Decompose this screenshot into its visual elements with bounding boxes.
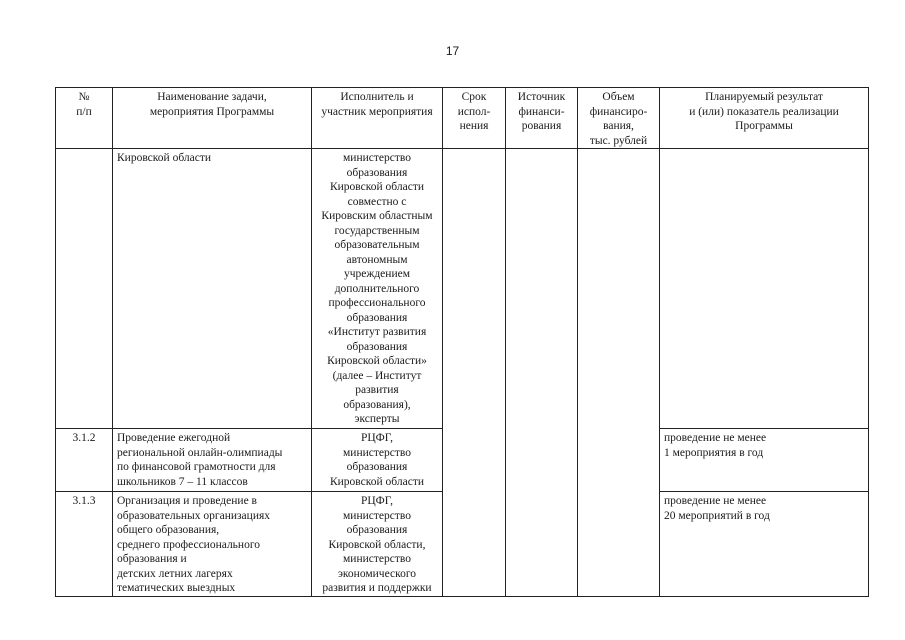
header-executor: Исполнитель и участник мероприятия: [312, 88, 443, 149]
page-number: 17: [445, 44, 460, 58]
header-task: Наименование задачи, мероприятия Программы: [113, 88, 312, 149]
row-executor: РЦФГ, министерство образования Кировской области, министерство экономического развития и поддержки: [312, 492, 443, 597]
row-num: 3.1.2: [56, 429, 113, 492]
header-volume: Объем финансиро- вания, тыс. рублей: [578, 88, 660, 149]
row-num: [56, 149, 113, 429]
row-executor: РЦФГ, министерство образования Кировской области: [312, 429, 443, 492]
header-result: Планируемый результат и (или) показатель реализации Программы: [660, 88, 869, 149]
row-result: [660, 149, 869, 429]
row-task: Проведение ежегодной региональной онлайн-олимпиады по финансовой грамотности для школьников 7 – 11 классов: [113, 429, 312, 492]
row-task: Кировской области: [113, 149, 312, 429]
row-term-merged: [443, 149, 506, 597]
header-row: [56, 88, 869, 149]
row-executor: министерство образования Кировской области совместно с Кировским областным государственным образовательным автономным учреждением дополнительного профессионального образования «Институт развития образования Кировской области» (далее – Институт развития образования), эксперты: [312, 149, 443, 429]
row-num: 3.1.3: [56, 492, 113, 597]
table-body: [56, 149, 869, 597]
row-result: проведение не менее 1 мероприятия в год: [660, 429, 869, 492]
program-table: [55, 87, 869, 597]
row-volume-merged: [578, 149, 660, 597]
header-term: Срок испол- нения: [443, 88, 506, 149]
table-row: [56, 149, 869, 429]
header-source: Источник финанси- рования: [506, 88, 578, 149]
table-header: [56, 88, 869, 149]
row-result: проведение не менее 20 мероприятий в год: [660, 492, 869, 597]
row-source-merged: [506, 149, 578, 597]
row-task: Организация и проведение в образовательных организациях общего образования, среднего профессионального образования и детских летних лагерях тематических выездных: [113, 492, 312, 597]
header-num: № п/п: [56, 88, 113, 149]
